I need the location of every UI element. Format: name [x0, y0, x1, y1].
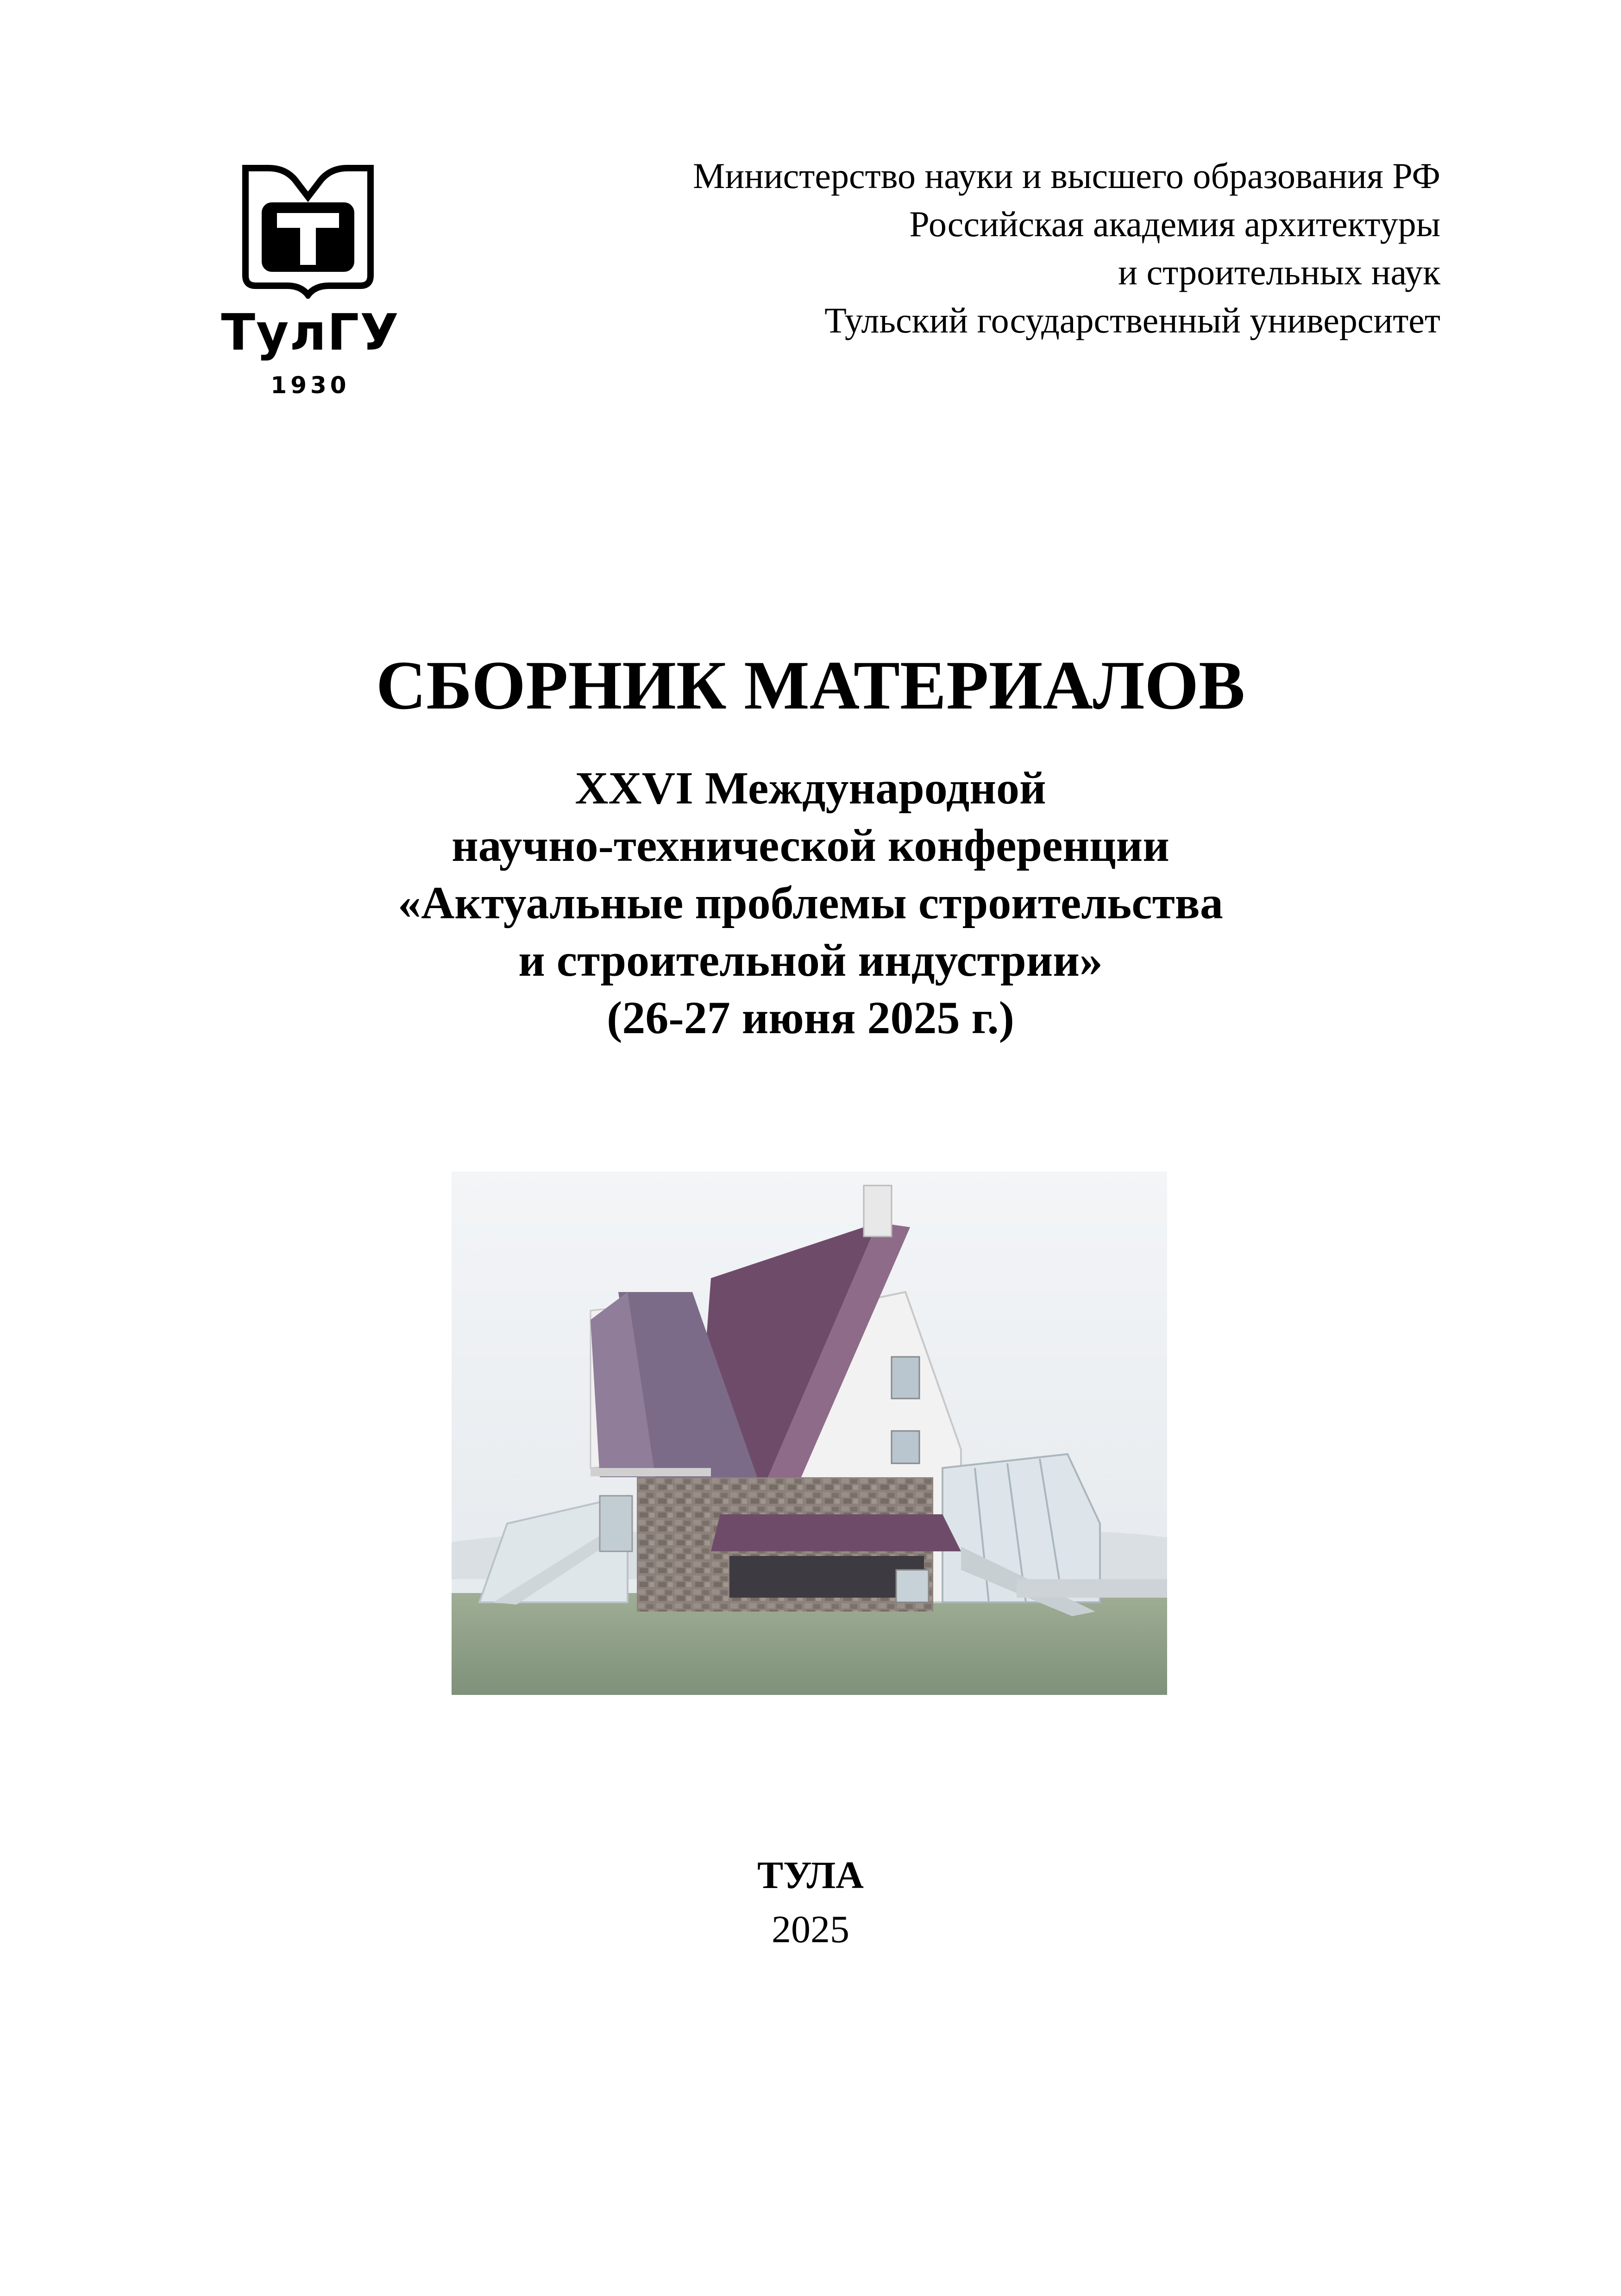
- footer-city: ТУЛА: [757, 1854, 864, 1897]
- org-ministry: Министерство науки и высшего образования РФ: [693, 156, 1440, 196]
- org-academy: Российская академия архитектуры: [909, 204, 1440, 244]
- logo-name: ТулГУ: [221, 304, 400, 362]
- university-logo: [213, 160, 408, 410]
- subtitle-line-1: XXVI Международной: [575, 762, 1046, 814]
- page-title: СБОРНИК МАТЕРИАЛОВ: [376, 647, 1245, 724]
- conference-subtitle: [0, 759, 1621, 1047]
- subtitle-line-3: «Актуальные проблемы строительства: [398, 877, 1223, 928]
- tulgu-emblem-icon: [213, 160, 408, 299]
- org-university: Тульский государственный университет: [824, 300, 1440, 340]
- logo-year: 1930: [270, 372, 350, 399]
- organizations-block: [693, 152, 1440, 345]
- subtitle-line-2: научно-технической конференции: [452, 820, 1169, 871]
- subtitle-line-4: и строительной индустрии»: [518, 935, 1103, 986]
- house-illustration: [452, 1172, 1167, 1695]
- house-image: [452, 1172, 1167, 1695]
- footer-year: 2025: [772, 1908, 849, 1951]
- subtitle-line-5: (26-27 июня 2025 г.): [607, 992, 1014, 1043]
- org-academy-cont: и строительных наук: [1118, 252, 1440, 292]
